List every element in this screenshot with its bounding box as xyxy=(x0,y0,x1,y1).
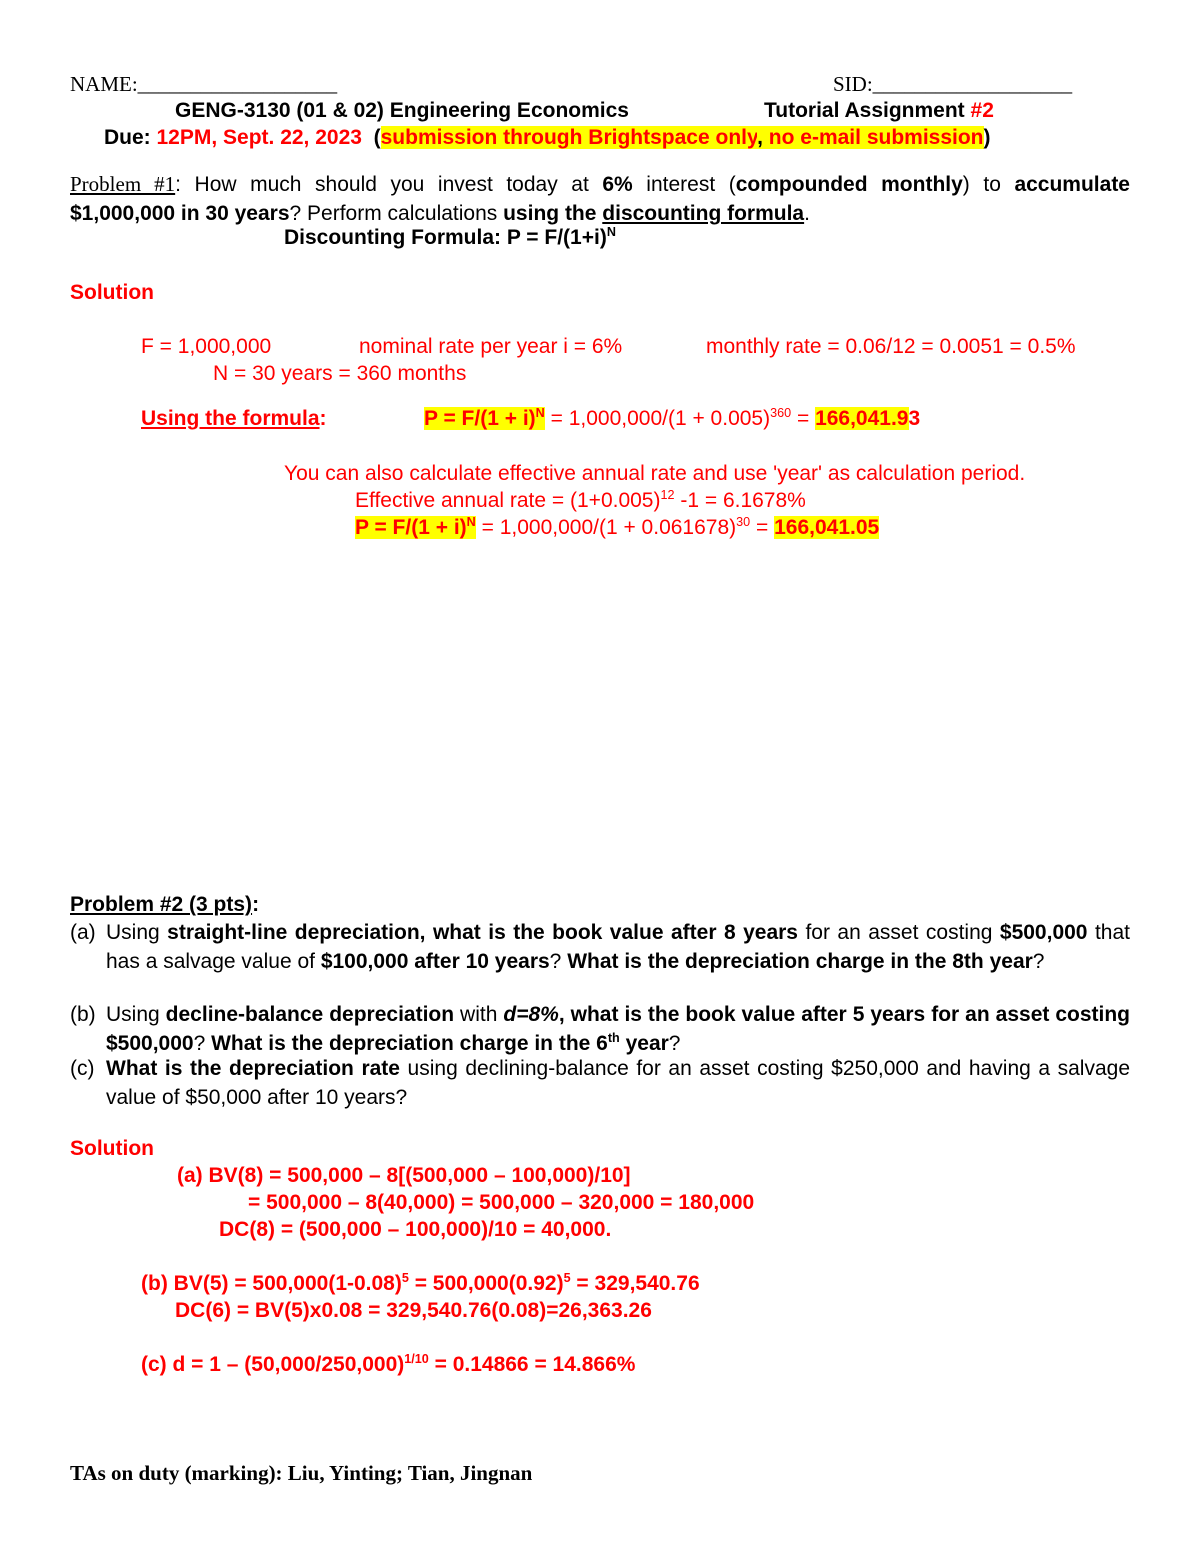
solution-2c-exp: 1/10 xyxy=(404,1351,429,1366)
problem-1-rate: 6% xyxy=(602,173,633,196)
part-c-bold: What is the depreciation rate xyxy=(106,1057,400,1080)
assignment-title xyxy=(764,99,994,123)
formula-2-hl-exp: N xyxy=(466,514,476,529)
solution-2a-line-1: (a) BV(8) = 500,000 – 8[(500,000 – 100,000)/10] xyxy=(177,1164,631,1187)
problem-1-text: interest ( xyxy=(632,173,736,196)
solution-2b-line-1 xyxy=(141,1272,700,1296)
problem-2-part-b xyxy=(70,1000,1130,1058)
solution-2b-line-2: DC(6) = BV(5)x0.08 = 329,540.76(0.08)=26,363.26 xyxy=(175,1299,652,1322)
effective-rate-result: -1 = 6.1678% xyxy=(674,489,806,512)
solution-2b-text: (b) BV(5) = 500,000(1-0.08) xyxy=(141,1272,402,1295)
ta-footer: TAs on duty (marking): Liu, Yinting; Tian, Jingnan xyxy=(70,1461,533,1485)
submission-note-1: submission through Brightspace only xyxy=(380,126,758,149)
problem-1-text: ) to xyxy=(962,173,1015,196)
part-b-ordinal: th xyxy=(607,1030,620,1045)
part-b-text: ? xyxy=(668,1032,681,1055)
problem-2-label: Problem #2 (3 pts) xyxy=(70,893,253,916)
effective-rate-line xyxy=(355,489,806,513)
part-a-bold: straight-line depreciation, what is the book value after 8 years xyxy=(167,921,798,944)
solution-2c-result: = 0.14866 = 14.866% xyxy=(428,1353,636,1376)
formula-1-result-tail: 3 xyxy=(908,407,921,430)
formula-2-highlight xyxy=(355,516,476,539)
solution-1-heading: Solution xyxy=(70,281,154,304)
course-title xyxy=(175,99,629,123)
formula-1-highlight xyxy=(424,407,545,430)
formula-1-hl-text: P = F/(1 + i) xyxy=(424,407,536,430)
using-formula-colon: : xyxy=(319,407,327,430)
course-name: GENG-3130 (01 & 02) Engineering Economics xyxy=(175,99,629,122)
problem-1-text: . xyxy=(804,202,810,225)
submission-note-comma: , xyxy=(757,126,763,149)
using-formula-label xyxy=(141,407,327,431)
alternative-note: You can also calculate effective annual rate and use 'year' as calculation period. xyxy=(284,462,1026,485)
part-b-bold: year xyxy=(619,1032,669,1055)
part-b-text: with xyxy=(454,1003,504,1026)
formula-1-exp: 360 xyxy=(770,405,792,420)
discounting-formula xyxy=(284,226,616,250)
formula-2-eq: = xyxy=(750,516,775,539)
solution-2c-text: (c) d = 1 – (50,000/250,000) xyxy=(141,1353,405,1376)
formula-line-1 xyxy=(424,407,920,431)
part-b-text: , xyxy=(558,1003,571,1026)
formula-1-mid: = 1,000,000/(1 + 0.005) xyxy=(544,407,771,430)
part-a-text: Using xyxy=(106,921,168,944)
part-a-text: that has a salvage value of xyxy=(106,921,1130,973)
problem-1-compounding: compounded monthly xyxy=(735,173,963,196)
part-b-text: Using xyxy=(106,1003,166,1026)
assignment-prefix: Tutorial Assignment xyxy=(764,99,971,122)
solution-2b-result: = 329,540.76 xyxy=(570,1272,700,1295)
part-a-text: ? xyxy=(549,950,568,973)
using-formula-text: Using the formula xyxy=(141,407,320,430)
solution-2b-exp: 5 xyxy=(563,1270,571,1285)
due-date: 12PM, Sept. 22, 2023 xyxy=(156,126,362,149)
due-line xyxy=(104,126,991,150)
nominal-rate: nominal rate per year i = 6% xyxy=(359,335,623,358)
problem-2-heading xyxy=(70,893,259,917)
problem-2-part-a xyxy=(70,918,1130,976)
problem-1-label: Problem #1 xyxy=(70,172,176,196)
part-b-bold: What is the depreciation charge in the 6 xyxy=(211,1032,608,1055)
problem-1-text: ? Perform calculations xyxy=(289,202,504,225)
problem-1-text: : How much should you invest today at xyxy=(175,173,603,196)
name-field-label: NAME:___________________ xyxy=(70,72,338,96)
part-a-bold: $100,000 after 10 years xyxy=(320,950,550,973)
note-close: ) xyxy=(983,126,991,149)
periods: N = 30 years = 360 months xyxy=(213,362,467,385)
part-b-rate: d=8% xyxy=(503,1003,559,1026)
solution-2b-text: = 500,000(0.92) xyxy=(408,1272,564,1295)
solution-2c-line-1 xyxy=(141,1353,635,1377)
effective-rate-text: Effective annual rate = (1+0.005) xyxy=(355,489,661,512)
problem-2-part-c xyxy=(70,1054,1130,1112)
part-a-bold: What is the depreciation charge in the 8th year xyxy=(567,950,1033,973)
future-value: F = 1,000,000 xyxy=(141,335,272,358)
assignment-number: #2 xyxy=(970,99,994,122)
monthly-rate: monthly rate = 0.06/12 = 0.0051 = 0.5% xyxy=(706,335,1076,358)
due-label: Due: xyxy=(104,126,157,149)
sid-field-label: SID:___________________ xyxy=(833,72,1073,96)
part-b-label: (b) xyxy=(70,1003,96,1026)
formula-1-hl-exp: N xyxy=(535,405,545,420)
part-a-text: ? xyxy=(1032,950,1045,973)
formula-2-exp: 30 xyxy=(736,514,751,529)
formula-2-mid: = 1,000,000/(1 + 0.061678) xyxy=(475,516,737,539)
part-c-label: (c) xyxy=(70,1057,95,1080)
part-a-bold: $500,000 xyxy=(999,921,1088,944)
problem-1-method: using the xyxy=(503,202,603,225)
problem-1-formula-name: discounting formula xyxy=(602,202,805,225)
formula-1-result: 166,041.9 xyxy=(815,407,909,430)
problem-1-statement xyxy=(70,170,1130,228)
part-b-bold: decline-balance depreciation xyxy=(165,1003,455,1026)
formula-2-result: 166,041.05 xyxy=(774,516,880,539)
note-open: ( xyxy=(373,126,381,149)
solution-2a-line-3: DC(8) = (500,000 – 100,000)/10 = 40,000. xyxy=(219,1218,612,1241)
part-a-label: (a) xyxy=(70,921,96,944)
submission-note-2: no e-mail submission xyxy=(768,126,984,149)
formula-line-2 xyxy=(355,516,879,540)
part-b-bold: what is the book value after 5 years for an asset costing $500,000 xyxy=(106,1003,1131,1055)
formula-text: Discounting Formula: P = F/(1+i) xyxy=(284,226,607,249)
part-a-text: for an asset costing xyxy=(797,921,1000,944)
part-c-text: using declining-balance for an asset costing $250,000 and having a salvage value of $50,000 after 10 years? xyxy=(106,1057,1131,1109)
part-b-text: ? xyxy=(193,1032,212,1055)
formula-exponent: N xyxy=(606,224,616,239)
solution-2a-line-2: = 500,000 – 8(40,000) = 500,000 – 320,000 = 180,000 xyxy=(248,1191,755,1214)
formula-2-hl-text: P = F/(1 + i) xyxy=(355,516,467,539)
solution-2b-exp: 5 xyxy=(401,1270,409,1285)
solution-2-heading: Solution xyxy=(70,1137,154,1160)
effective-rate-exp: 12 xyxy=(660,487,675,502)
formula-1-eq: = xyxy=(791,407,816,430)
problem-2-colon: : xyxy=(252,893,260,916)
problem-1-target: accumulate $1,000,000 in 30 years xyxy=(70,173,1130,225)
